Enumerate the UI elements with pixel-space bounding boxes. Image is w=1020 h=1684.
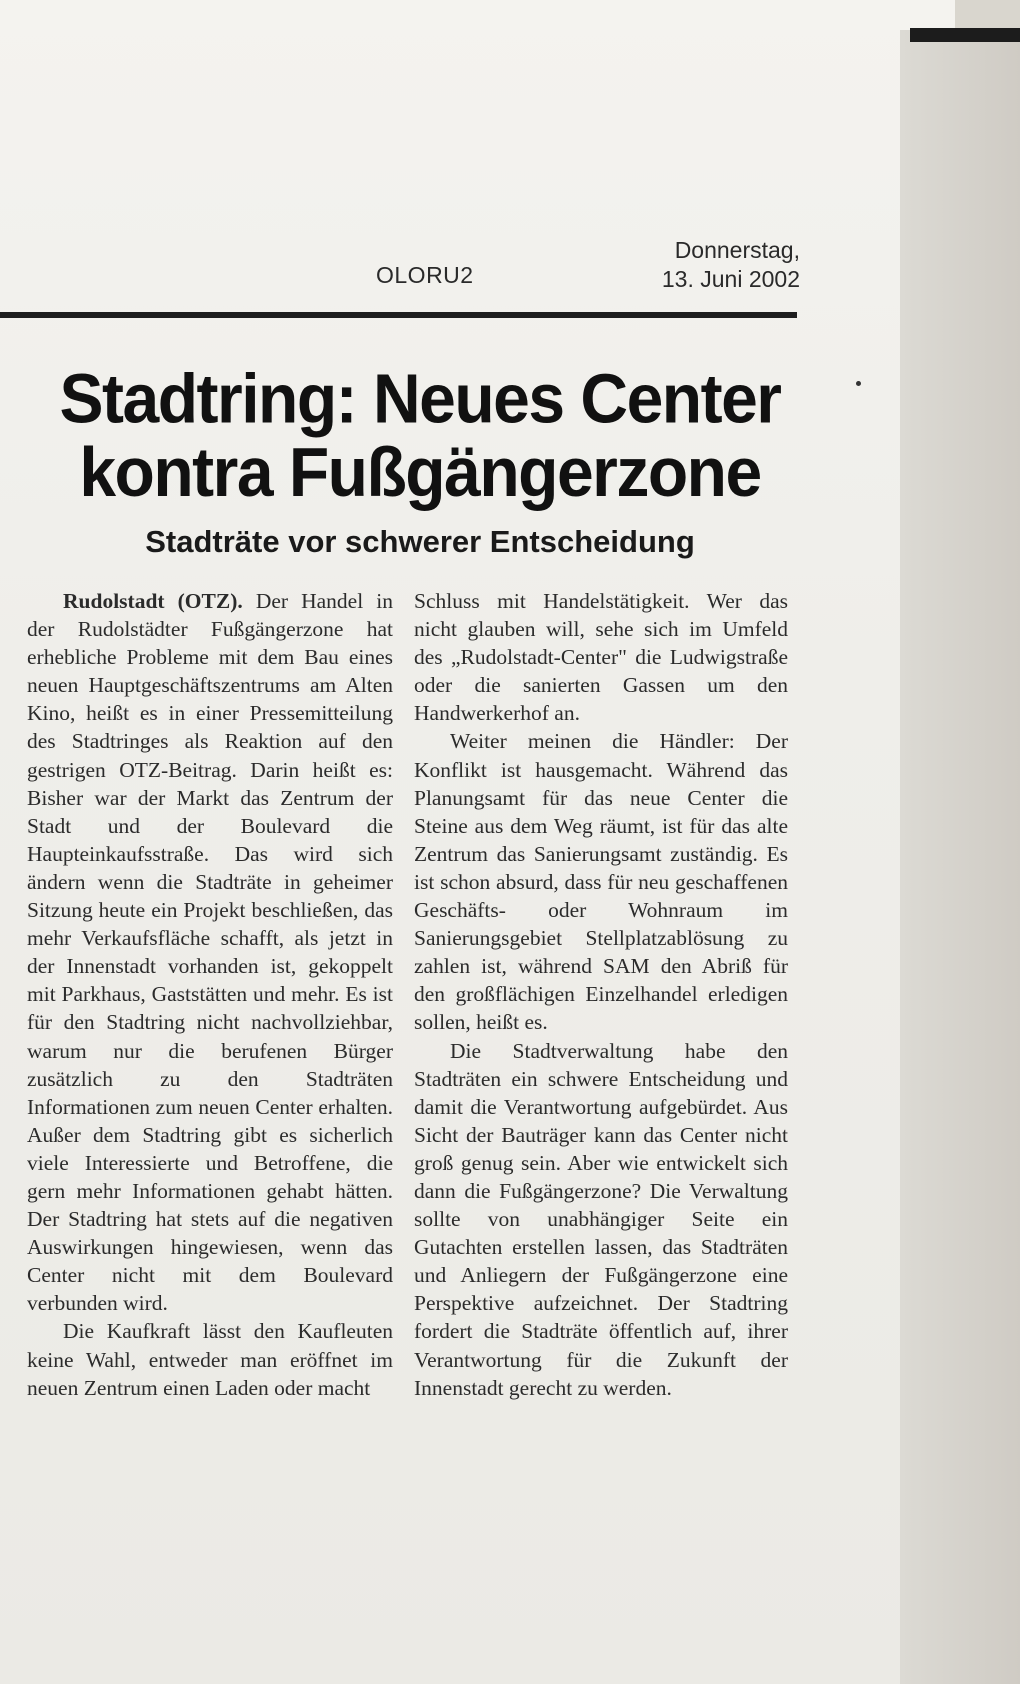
- headline-line-1: Stadtring: Neues Center: [59, 359, 781, 438]
- background-sheet: [900, 30, 1020, 1684]
- article-paragraph: [27, 1317, 393, 1401]
- subheadline: Stadträte vor schwerer Entscheidung: [145, 524, 695, 559]
- paragraph-4: Die Stadtverwaltung habe den Stadträten ein schwere Entscheidung und damit die Verantwortung aufgebürdet. Aus Sicht der Bauträger kann das Center nicht groß genug sein. Aber wie entwickelt sich dann die Fußgängerzone? Die Verwaltung sollte von unabhängiger Seite ein Gutachten erstellen lassen, das Stadträten und Anliegern der Fußgängerzone eine Perspektive aufzeichnet. Der Stadtring fordert die Stadträte öffentlich auf, ihrer Verantwortung für die Zukunft der Innenstadt gerecht zu werden.: [414, 1038, 788, 1400]
- issue-date: [640, 236, 800, 294]
- headline-line-2: kontra Fußgängerzone: [79, 432, 761, 511]
- article-paragraph: [414, 587, 788, 727]
- header-rule: [0, 312, 797, 318]
- paragraph-1: Der Handel in der Rudolstädter Fußgängerzone hat erhebliche Probleme mit dem Bau eines neuen Hauptgeschäftszentrums am Alten Kino, heißt es in einer Pressemitteilung des Stadtringes als Reaktion auf den gestrigen OTZ-Beitrag. Darin heißt es: Bisher war der Markt das Zentrum der Stadt und der Boulevard die Haupteinkaufsstraße. Das wird sich ändern wenn die Stadträte in geheimer Sitzung heute ein Projekt beschließen, das mehr Verkaufsfläche schafft, als jetzt in der Innenstadt vorhanden ist, gekoppelt mit Parkhaus, Gaststätten und mehr. Es ist für den Stadtring nicht nachvollziehbar, warum nur die berufenen Bürger zusätzlich zu den Stadträten Informationen zum neuen Center erhalten. Außer dem Stadtring gibt es sicherlich viele Interessierte und Betroffene, die gern mehr Informationen gehabt hätten. Der Stadtring hat stets auf die negativen Auswirkungen hingewiesen, wenn das Center nicht mit dem Boulevard verbunden wird.: [27, 589, 393, 1316]
- paragraph-3: Weiter meinen die Händler: Der Konflikt ist hausgemacht. Während das Planungsamt für das neue Center die Steine aus dem Weg räumt, ist für das alte Zentrum das Sanierungsamt zuständig. Es ist schon absurd, dass für neu geschaffenen Geschäfts- oder Wohnraum im Sanierungsgebiet Stellplatzablösung zu zahlen ist, während SAM den Abriß für den großflächigen Einzelhandel erledigen sollen, heißt es.: [414, 729, 788, 1035]
- top-edge-strip: [910, 28, 1020, 42]
- headline: [40, 359, 800, 511]
- article-paragraph: [414, 727, 788, 1036]
- article-column-left: [27, 587, 393, 1402]
- issue-day: Donnerstag,: [674, 237, 800, 263]
- paragraph-2-start: Die Kaufkraft lässt den Kaufleuten keine Wahl, entweder man eröffnet im neuen Zentrum einen Laden oder macht: [27, 1319, 393, 1400]
- article-paragraph: [414, 1037, 788, 1402]
- article-column-right: [414, 587, 788, 1402]
- issue-date-value: 13. Juni 2002: [661, 266, 800, 292]
- article-paragraph: [27, 587, 393, 1317]
- masthead: OLORU2: [376, 262, 474, 288]
- ink-speck: [856, 381, 861, 386]
- lead-dateline: Rudolstadt (OTZ).: [63, 589, 243, 613]
- paragraph-2-end: Schluss mit Handelstätigkeit. Wer das nicht glauben will, sehe sich im Umfeld des „Rudolstadt-Center" die Ludwigstraße oder die sanierten Gassen um den Handwerkerhof an.: [414, 589, 788, 726]
